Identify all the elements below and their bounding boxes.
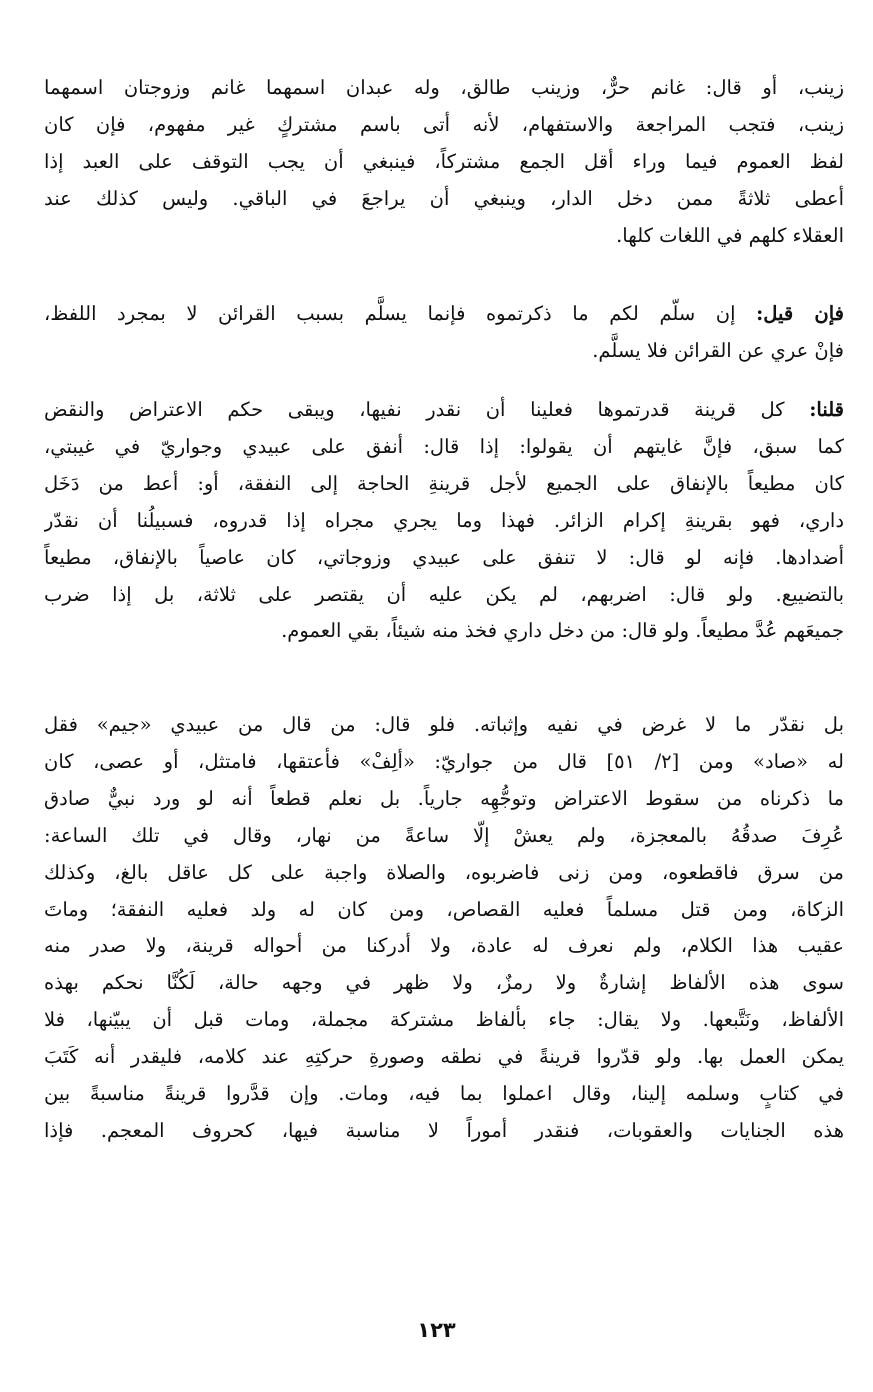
text-line: كان مطيعاً بالإنفاق على الجميع لأجل قرينةِ الحاجة إلى النفقة، أو: أعط من دَخَل [44,471,844,495]
text-line: له «صاد» ومن [٢/ ٥١] قال من جواريّ: «ألِفْ» فأعتقها، فامتثل، أو عصى، كان [44,749,844,773]
text-line: بالتضييع. ولو قال: اضربهم، لم يكن عليه أن يقتصر على ثلاثة، بل إذا ضرب [44,582,844,606]
text-line-rest: إن سلّم لكم ما ذكرتموه فإنما يسلَّم بسبب القرائن لا بمجرد اللفظ، [44,302,757,325]
text-line: ما ذكرناه من سقوط الاعتراض وتوجُّهِه جارياً. بل نعلم قطعاً أنه لو ورد نبيٌّ صادق [44,786,844,810]
text-line: هذه الجنايات والعقوبات، فنقدر أموراً لا مناسبة فيها، كحروف المعجم. فإذا [44,1118,844,1142]
text-line: أضدادها. فإنه لو قال: لا تنفق على عبيدي وزوجاتي، كان عاصياً بالإنفاق، مطيعاً [44,545,844,569]
paragraph-4 [44,707,844,1150]
paragraph-2 [44,296,844,370]
text-line: الزكاة، ومن قتل مسلماً فعليه القصاص، ومن كان له ولد فعليه النفقة؛ وماتَ [44,897,844,921]
text-line-with-lead [44,392,844,429]
text-line: يمكن العمل بها. ولو قدّروا قرينةً في نطقه وصورةِ حركتِهِ عند كلامه، فليقدر أنه كَتَبَ [44,1045,844,1069]
text-line: أعطى ثلاثةً ممن دخل الدار، وينبغي أن يراجعَ في الباقي. وليس كذلك عند [44,186,844,210]
text-line: العقلاء كلهم في اللغات كلها. [616,223,844,247]
text-line: الألفاظ، ونَتَّبعها. ولا يقال: جاء بألفاظ مشتركة مجملة، ومات قبل أن يبيّنها، فلا [44,1008,844,1032]
text-line: بل نقدّر ما لا غرض في نفيه وإثباته. فلو قال: من قال من عبيدي «جيم» فقل [44,713,844,736]
text-line-rest: كل قرينة قدرتموها فعلينا أن نقدر نفيها، ويبقى حكم الاعتراض والنقض [44,398,810,421]
text-line: فإنْ عري عن القرائن فلا يسلَّم. [592,338,844,362]
text-line: داري، فهو بقرينةِ إكرام الزائر. فهذا وما يجري مجراه إذا قدروه، فسبيلُنا أن نقدّر [44,508,844,532]
page-number: ١٢٣ [417,1318,456,1342]
paragraph-lead: فإن قيل: [756,302,844,325]
text-line: كما سبق، فإنَّ غايتهم أن يقولوا: إذا قال: أنفق على عبيدي وجواريّ في غيبتي، [44,434,844,458]
text-line-with-lead [44,296,844,333]
text-line: من سرق فاقطعوه، ومن زنى فاضربوه، والصلاة واجبة على كل عاقل بالغ، وكذلك [44,860,844,884]
text-line: في كتابٍ وسلمه إلينا، وقال اعملوا بما فيه، ومات. وإن قدَّروا قرينةً مناسبةً بين [44,1082,844,1106]
paragraph-lead: قلنا: [809,398,844,421]
paragraph-3 [44,392,844,650]
text-line: زينب، فتجب المراجعة والاستفهام، لأنه أتى باسم مشتركٍ غير مفهوم، فإن كان [44,112,844,136]
text-line: عقيب هذا الكلام، ولم نعرف له عادة، ولا أدركنا من أحواله قرينة، ولا صدر منه [44,934,844,958]
text-line: لفظ العموم فيما وراء أقل الجمع مشتركاً، فينبغي أن يجب التوقف على العبد إذا [44,149,844,173]
text-line: عُرِفَ صدقُهُ بالمعجزة، ولم يعشْ إلّا ساعةً من نهار، وقال في تلك الساعة: [44,823,844,847]
text-line: جميعَهم عُدَّ مطيعاً. ولو قال: من دخل داري فخذ منه شيئاً، بقي العموم. [281,619,844,643]
text-line: زينب، أو قال: غانم حرٌّ، وزينب طالق، وله عبدان اسمهما غانم وزوجتان اسمهما [44,76,844,99]
paragraph-1 [44,70,844,255]
text-line: سوى هذه الألفاظ إشارةٌ ولا رمزٌ، ولا ظهر في وجهه حالة، لَكُنَّا نحكم بهذه [44,971,844,995]
